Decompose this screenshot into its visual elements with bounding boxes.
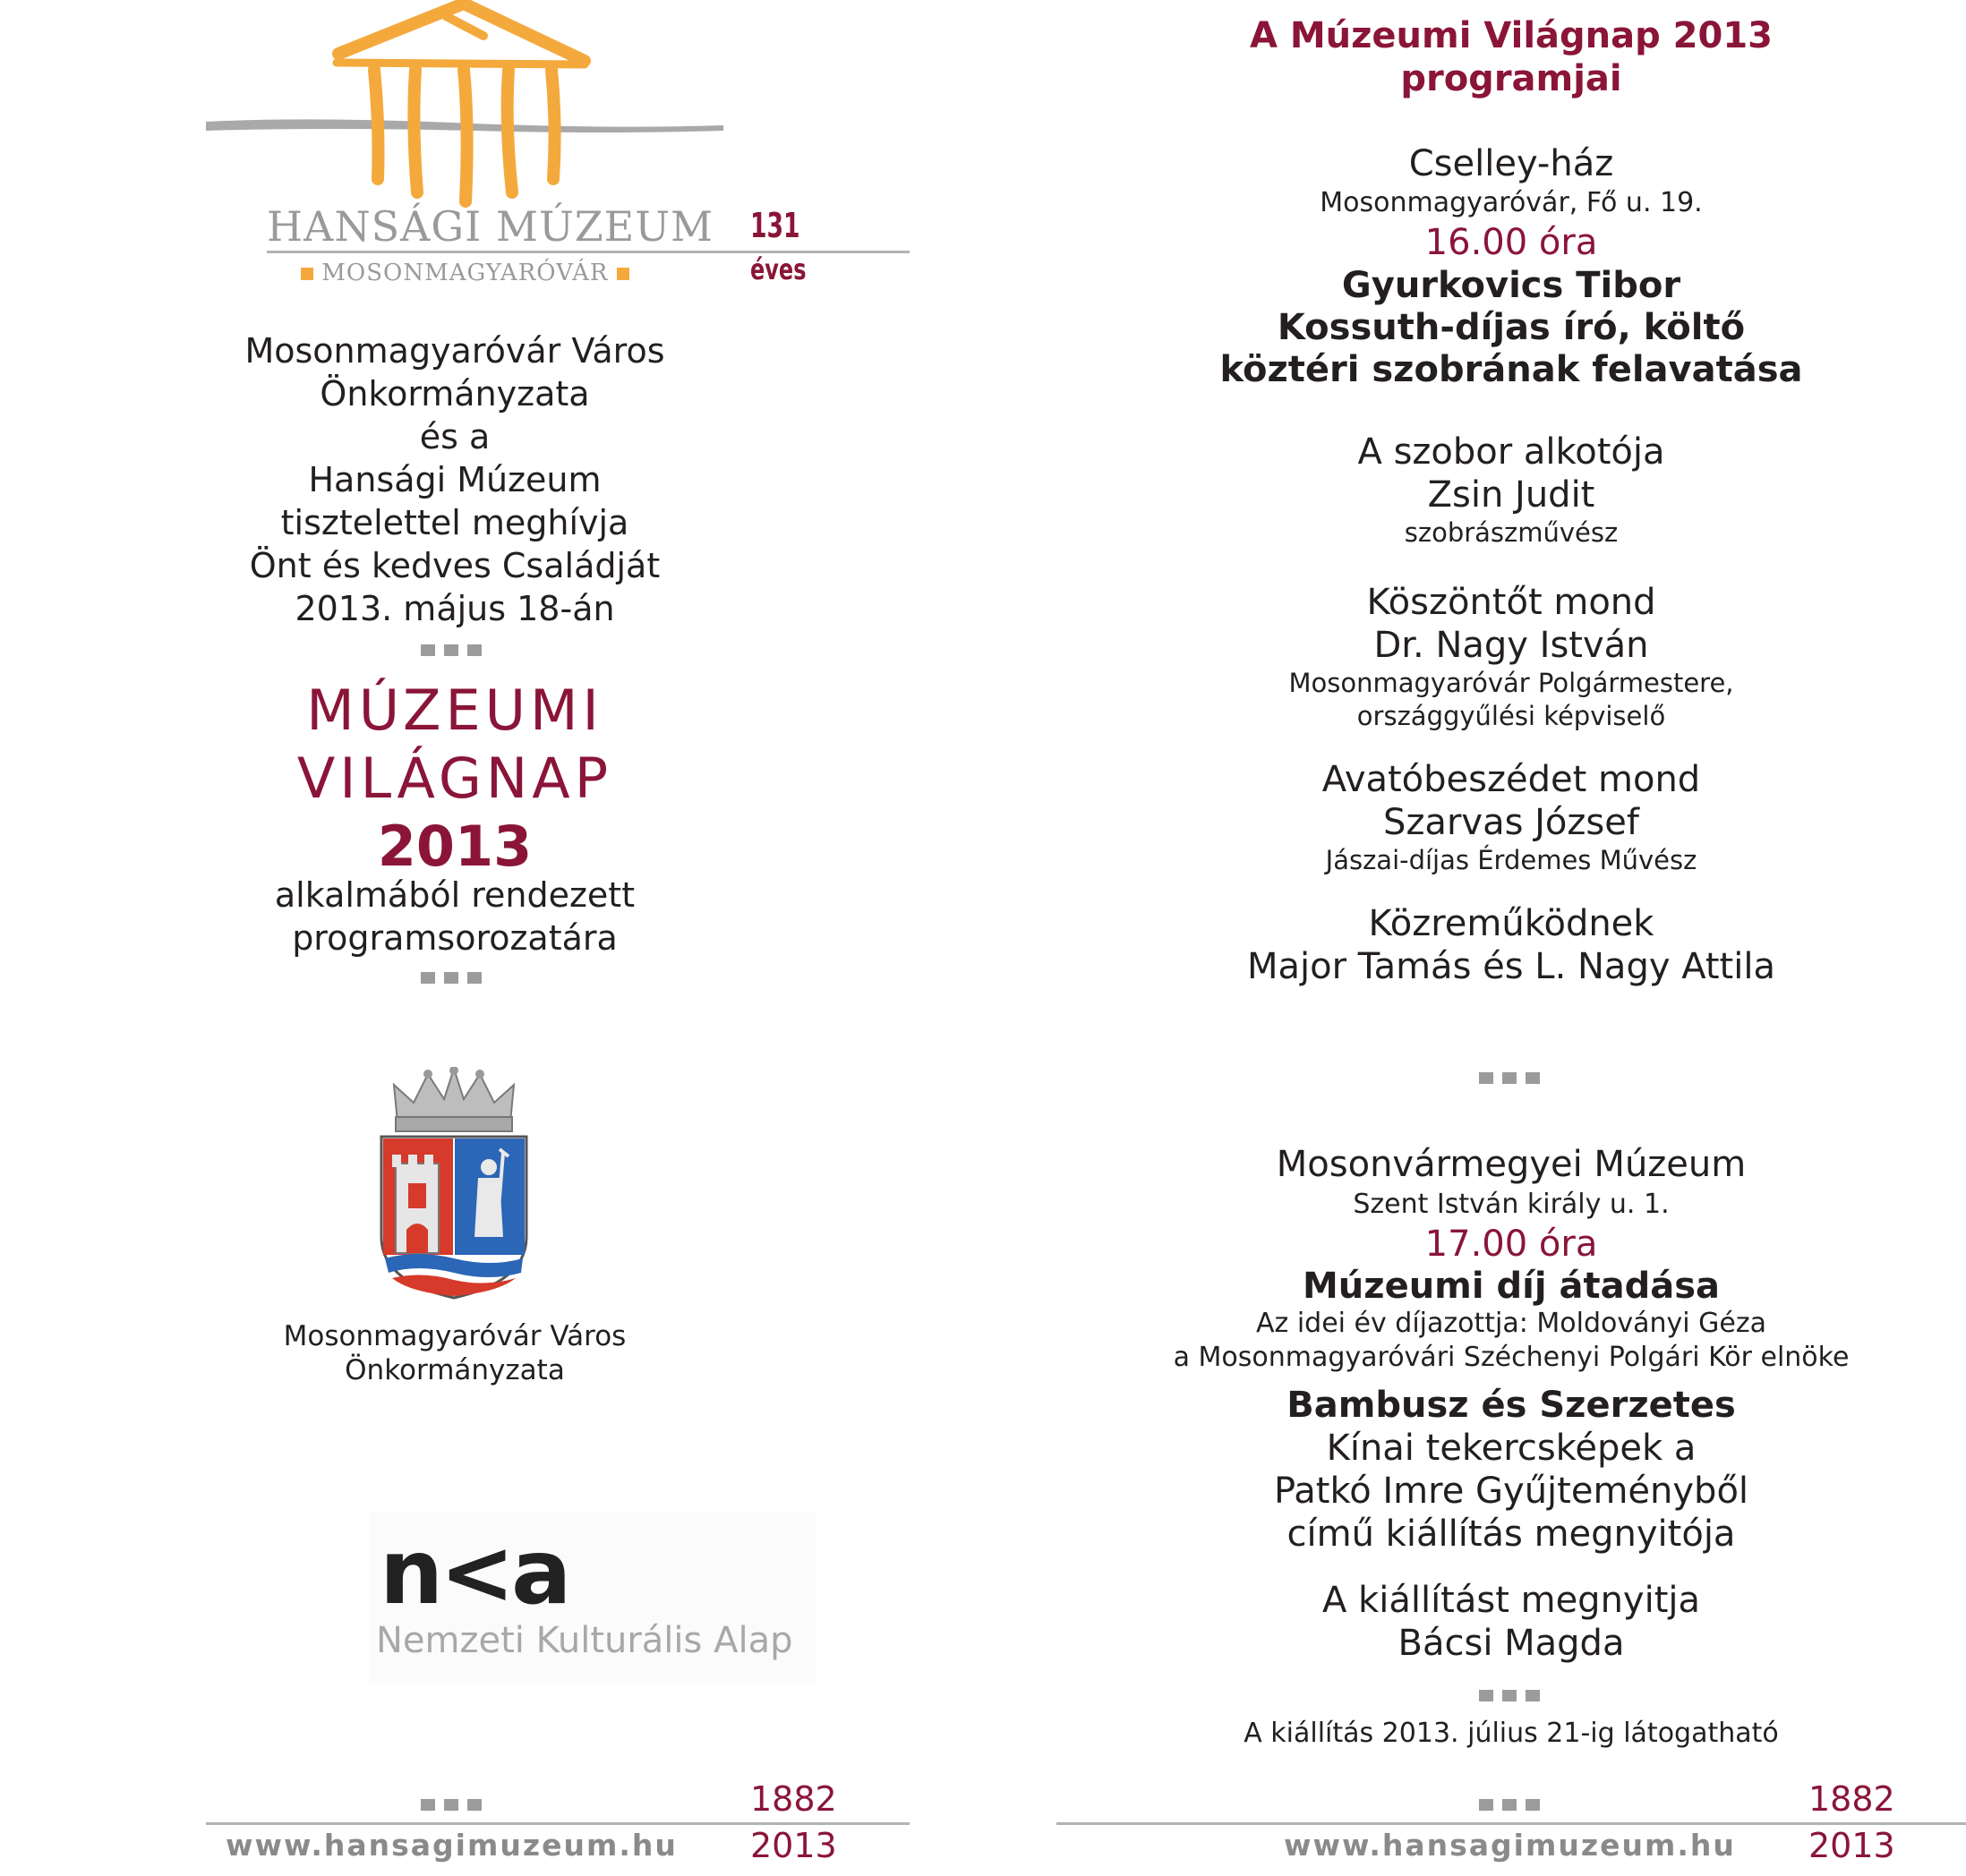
speech-name: Szarvas József xyxy=(1383,802,1639,843)
exhibit-title: Bambusz és Szerzetes xyxy=(1286,1385,1736,1426)
footer-divider xyxy=(1056,1822,1966,1825)
sculptor-label: A szobor alkotója xyxy=(1357,431,1665,473)
venue1-address: Mosonmagyaróvár, Fő u. 19. xyxy=(1320,187,1703,218)
year-start: 1882 xyxy=(1808,1779,1895,1819)
year-end: 2013 xyxy=(750,1826,837,1865)
venue1-time: 16.00 óra xyxy=(1424,222,1598,263)
exhibit-line: című kiállítás megnyitója xyxy=(1286,1514,1736,1555)
greeting-name: Dr. Nagy István xyxy=(1373,625,1649,666)
opener-label: A kiállítást megnyitja xyxy=(1321,1580,1701,1621)
nka-mark: n<a xyxy=(380,1520,568,1624)
opener-name: Bácsi Magda xyxy=(1398,1623,1625,1664)
sculptor-role: szobrászművész xyxy=(1404,517,1619,548)
website-link[interactable]: www.hansagimuzeum.hu xyxy=(226,1828,678,1863)
website-link[interactable]: www.hansagimuzeum.hu xyxy=(1284,1828,1736,1863)
heading-line: programjai xyxy=(1400,58,1622,99)
separator-dots xyxy=(1479,1072,1540,1084)
contrib-names: Major Tamás és L. Nagy Attila xyxy=(1247,946,1775,987)
invitation-line: Önkormányzata xyxy=(320,374,590,414)
greeting-label: Köszöntőt mond xyxy=(1366,582,1656,623)
speech-label: Avatóbeszédet mond xyxy=(1321,759,1701,800)
separator-dots xyxy=(421,644,482,656)
crest-caption-line: Mosonmagyaróvár Város xyxy=(283,1320,627,1352)
invitation-line: Önt és kedves Családját xyxy=(249,546,661,585)
sculptor-name: Zsin Judit xyxy=(1427,474,1595,516)
separator-dots xyxy=(1479,1690,1540,1701)
heading-line: A Múzeumi Világnap 2013 xyxy=(1249,15,1774,56)
venue2-address: Szent István király u. 1. xyxy=(1353,1189,1670,1220)
invitation-line: tisztelettel meghívja xyxy=(280,503,629,542)
exhibit-line: Kínai tekercsképek a xyxy=(1326,1428,1697,1469)
event-title xyxy=(170,677,739,881)
invitation-line: Mosonmagyaróvár Város xyxy=(244,331,665,371)
year-end: 2013 xyxy=(1808,1826,1895,1865)
venue1-name: Cselley-ház xyxy=(1408,143,1614,184)
museum-name: HANSÁGI MÚZEUM xyxy=(267,202,714,251)
venue1-event-line: köztéri szobrának felavatása xyxy=(1219,349,1803,390)
event-title-line: MÚZEUMI xyxy=(306,678,603,743)
footer-dots xyxy=(1479,1799,1540,1811)
footer-dots xyxy=(421,1799,482,1811)
venue2-time: 17.00 óra xyxy=(1424,1224,1598,1265)
nka-logo xyxy=(369,1513,816,1683)
venue1-block xyxy=(1056,141,1966,988)
footer-divider xyxy=(206,1822,910,1825)
temple-columns-icon xyxy=(204,0,734,215)
nka-text: Nemzeti Kulturális Alap xyxy=(376,1620,793,1661)
greeting-role: Mosonmagyaróvár Polgármestere, xyxy=(1288,668,1734,698)
venue2-block xyxy=(1056,1142,1966,1665)
subtitle-line: programsorozatára xyxy=(292,918,618,958)
invitation-date: 2013. május 18-án xyxy=(295,589,615,628)
contrib-label: Közreműködnek xyxy=(1368,903,1654,944)
age-word: éves xyxy=(750,252,807,286)
invitation-text xyxy=(170,329,739,630)
program-heading xyxy=(1056,14,1966,100)
museum-city: MOSONMAGYARÓVÁR xyxy=(301,260,629,286)
exhibit-line: Patkó Imre Gyűjteményből xyxy=(1273,1471,1749,1512)
exhibit-until: A kiállítás 2013. július 21-ig látogatható xyxy=(1244,1718,1779,1749)
subtitle-line: alkalmából rendezett xyxy=(274,875,636,915)
venue1-event-line: Kossuth-díjas író, költő xyxy=(1277,307,1746,348)
city-coat-of-arms-icon xyxy=(372,1067,535,1301)
logo-divider xyxy=(267,251,910,253)
award-line: a Mosonmagyaróvári Széchenyi Polgári Kör elnöke xyxy=(1173,1342,1850,1373)
crest-caption xyxy=(170,1319,739,1387)
invitation-line: Hansági Múzeum xyxy=(308,460,602,499)
speech-role: Jászai-díjas Érdemes Művész xyxy=(1325,845,1697,875)
venue2-event: Múzeumi díj átadása xyxy=(1303,1266,1720,1307)
event-title-year: 2013 xyxy=(377,814,533,879)
greeting-role: országgyűlési képviselő xyxy=(1356,701,1666,731)
crest-caption-line: Önkormányzata xyxy=(345,1354,565,1386)
venue2-name: Mosonvármegyei Múzeum xyxy=(1276,1144,1747,1185)
event-title-line: VILÁGNAP xyxy=(296,746,613,811)
venue1-event-line: Gyurkovics Tibor xyxy=(1341,265,1681,306)
separator-dots xyxy=(421,972,482,984)
event-subtitle xyxy=(170,874,739,959)
year-start: 1882 xyxy=(750,1779,837,1819)
age-number: 131 xyxy=(750,206,800,245)
invitation-line: és a xyxy=(419,417,491,456)
award-line: Az idei év díjazottja: Moldoványi Géza xyxy=(1256,1308,1766,1339)
